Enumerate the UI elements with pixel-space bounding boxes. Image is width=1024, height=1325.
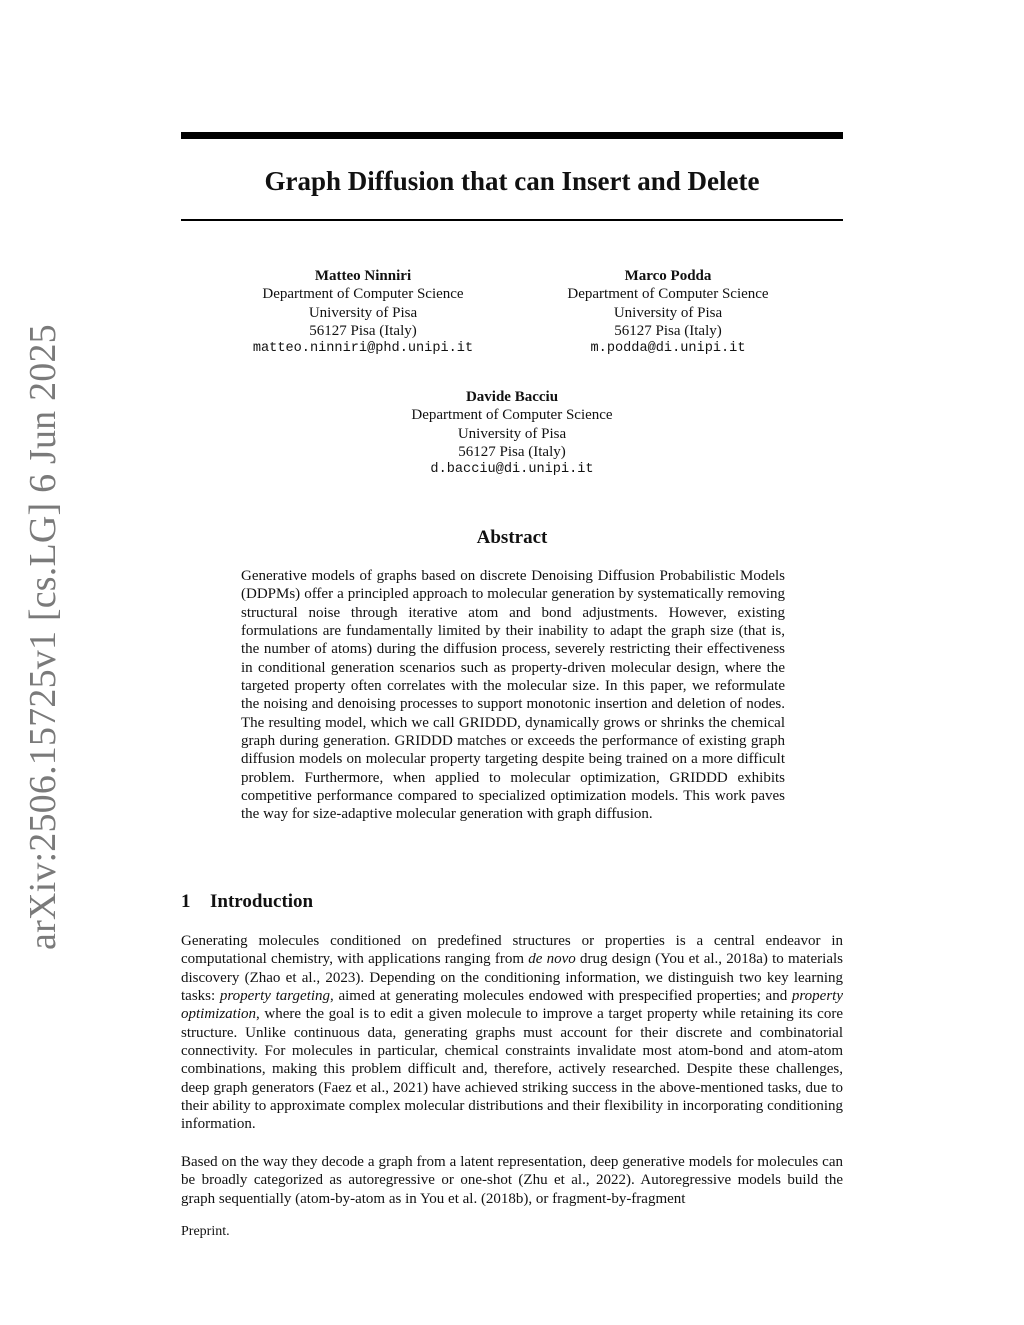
emphasis-text: property optimization	[181, 988, 843, 1023]
abstract-text: Generative models of graphs based on discrete Denoising Diffusion Probabilistic Models (DDPMs) offer a principled approach to molecular generation by systematically removing structural noise through iterative atom and bond adjustments. However, existing formulations are fundamentally limited by their inability to adapt the graph size (that is, the number of atoms) during the diffusion process, severely restricting their effectiveness in conditional generation scenarios such as property-driven molecular design, where the targeted property often correlates with the molecular size. In this paper, we reformulate the noising and denoising processes to support monotonic insertion and deletion of nodes. The resulting model, which we call GRIDDD, dynamically grows or shrinks the chemical graph during generation. GRIDDD matches or exceeds the performance of existing graph diffusion models on molecular property targeting despite being trained on a more difficult problem. Furthermore, when applied to molecular optimization, GRIDDD exhibits competitive performance compared to specialized optimization models. This work paves the way for size-adaptive molecular generation with graph diffusion.	[241, 568, 785, 823]
paper-title: Graph Diffusion that can Insert and Delete	[264, 166, 760, 196]
author-department: Department of Computer Science	[567, 286, 769, 303]
text-run: drug design (You et al., 2018a) to materials discovery (Zhao et al., 2023). Depending on the conditioning information, we distinguish two key learning tasks:	[181, 951, 843, 1005]
author-email[interactable]: matteo.ninniri@phd.unipi.it	[252, 341, 474, 357]
author-name: Davide Bacciu	[465, 389, 559, 405]
author-city: 56127 Pisa (Italy)	[614, 322, 722, 339]
author-city: 56127 Pisa (Italy)	[458, 443, 566, 460]
text-run: , aimed at generating molecules endowed with prespecified properties; and	[330, 988, 792, 1005]
author-department: Department of Computer Science	[411, 407, 613, 424]
emphasis-text: property targeting	[219, 988, 331, 1005]
author-block	[381, 388, 643, 479]
author-name: Matteo Ninniri	[314, 268, 412, 284]
author-university: University of Pisa	[613, 304, 723, 321]
title-top-rule	[181, 132, 843, 139]
author-block	[537, 267, 799, 358]
author-name: Marco Podda	[624, 268, 712, 284]
emphasis-text: de novo	[528, 951, 576, 968]
title-bottom-rule	[181, 219, 843, 221]
author-university: University of Pisa	[457, 425, 567, 442]
intro-paragraph	[181, 932, 843, 1134]
text-run: Generating molecules conditioned on predefined structures or properties is a central endeavor in computational chemistry, with applications ranging from	[181, 933, 843, 968]
text-run: , where the goal is to edit a given molecule to improve a target property while retaining its core structure. Unlike continuous data, generating graphs must account for their discrete and combinatorial connectivity. For molecules in particular, chemical constraints invalidate most atom-bond and atom-atom combinations, making this problem difficult and, therefore, actively researched. Despite these challenges, deep graph generators (Faez et al., 2021) have achieved striking success in the above-mentioned tasks, due to their ability to approximate complex molecular distributions and their flexibility in incorporating conditioning information.	[181, 1006, 843, 1133]
author-university: University of Pisa	[308, 304, 418, 321]
section-number: 1	[181, 891, 191, 912]
author-department: Department of Computer Science	[262, 286, 464, 303]
arxiv-identifier-stamp: arXiv:2506.15725v1 [cs.LG] 6 Jun 2025	[22, 324, 64, 950]
section-heading	[181, 890, 843, 914]
intro-paragraph: Based on the way they decode a graph from a latent representation, deep generative models for molecules can be broadly categorized as autoregressive or one-shot (Zhu et al., 2022). Autoregressive models build the graph sequentially (atom-by-atom as in You et al. (2018b), or fragment-by-fragment	[181, 1154, 843, 1207]
page-footer: Preprint.	[181, 1224, 230, 1239]
author-city: 56127 Pisa (Italy)	[309, 322, 417, 339]
author-block	[232, 267, 494, 358]
abstract-heading: Abstract	[476, 527, 548, 548]
section-title: Introduction	[210, 891, 314, 912]
author-email[interactable]: d.bacciu@di.unipi.it	[430, 462, 594, 478]
author-email[interactable]: m.podda@di.unipi.it	[590, 341, 746, 357]
